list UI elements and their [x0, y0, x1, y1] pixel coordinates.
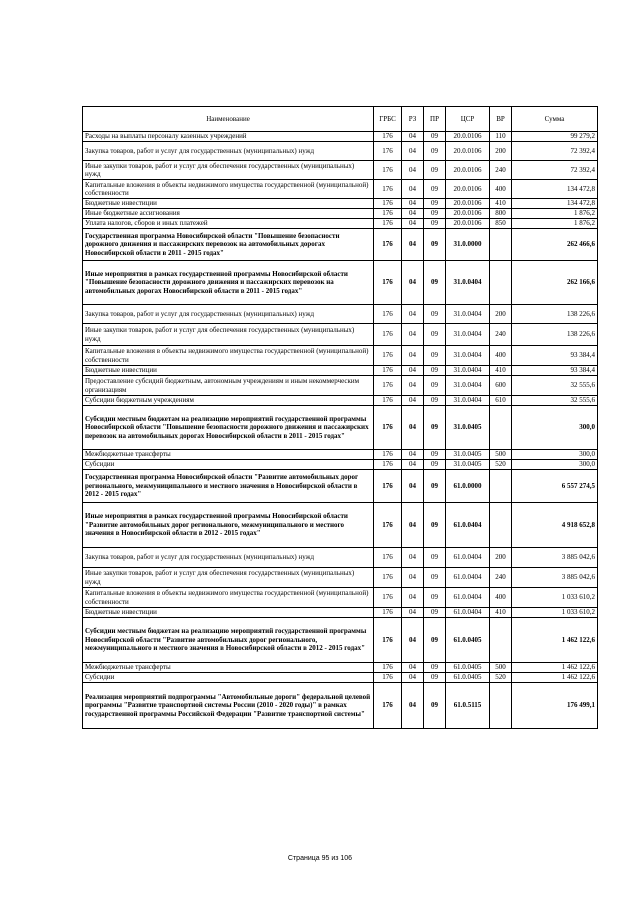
cell-grbs: 176 — [374, 209, 402, 219]
cell-sum: 1 876,2 — [512, 219, 598, 229]
table-row — [83, 503, 598, 548]
page-number: Страница 95 из 106 — [287, 855, 353, 862]
cell-rz: 04 — [402, 229, 424, 261]
table-row — [83, 618, 598, 663]
cell-csr: 31.0.0000 — [446, 229, 490, 261]
cell-csr: 31.0.0405 — [446, 406, 490, 450]
table-row — [83, 324, 598, 346]
cell-pr: 09 — [424, 663, 446, 673]
cell-grbs: 176 — [374, 503, 402, 548]
cell-sum: 93 384,4 — [512, 366, 598, 376]
cell-grbs: 176 — [374, 588, 402, 608]
cell-pr: 09 — [424, 608, 446, 618]
cell-csr: 31.0.0405 — [446, 450, 490, 460]
cell-grbs: 176 — [374, 683, 402, 729]
cell-csr: 31.0.0405 — [446, 460, 490, 470]
cell-name: Иные бюджетные ассигнования — [83, 209, 374, 219]
cell-name: Бюджетные инвестиции — [83, 199, 374, 209]
cell-name: Межбюджетные трансферты — [83, 663, 374, 673]
cell-rz: 04 — [402, 180, 424, 199]
cell-grbs: 176 — [374, 608, 402, 618]
cell-csr: 20.0.0106 — [446, 199, 490, 209]
cell-sum: 72 392,4 — [512, 142, 598, 161]
table-row — [83, 568, 598, 588]
cell-name: Капитальные вложения в объекты недвижимого имущества государственной (муниципальной) собственности — [83, 588, 374, 608]
cell-csr: 31.0.0404 — [446, 396, 490, 406]
cell-vr: 400 — [490, 588, 512, 608]
cell-grbs: 176 — [374, 346, 402, 366]
cell-pr: 09 — [424, 396, 446, 406]
header-row — [83, 107, 598, 132]
cell-rz: 04 — [402, 142, 424, 161]
table-row — [83, 346, 598, 366]
cell-rz: 04 — [402, 470, 424, 503]
cell-csr: 31.0.0404 — [446, 305, 490, 324]
cell-csr: 20.0.0106 — [446, 209, 490, 219]
cell-sum: 300,0 — [512, 450, 598, 460]
cell-csr: 61.0.0404 — [446, 568, 490, 588]
cell-sum: 6 557 274,5 — [512, 470, 598, 503]
cell-vr: 520 — [490, 460, 512, 470]
cell-grbs: 176 — [374, 406, 402, 450]
cell-sum: 1 033 610,2 — [512, 608, 598, 618]
cell-csr: 61.0.0404 — [446, 588, 490, 608]
cell-vr — [490, 406, 512, 450]
cell-grbs: 176 — [374, 376, 402, 396]
table-row — [83, 180, 598, 199]
table-row — [83, 161, 598, 180]
cell-vr: 110 — [490, 132, 512, 142]
cell-name: Предоставление субсидий бюджетным, автономным учреждениям и иным некоммерческим организациям — [83, 376, 374, 396]
cell-grbs: 176 — [374, 470, 402, 503]
header-sum: Сумма — [512, 107, 598, 132]
cell-csr: 31.0.0404 — [446, 366, 490, 376]
table-row — [83, 470, 598, 503]
cell-pr: 09 — [424, 324, 446, 346]
cell-vr: 240 — [490, 161, 512, 180]
cell-name: Реализация мероприятий подпрограммы "Автомобильные дороги" федеральной целевой программы "Развитие транспортной системы России (2010 - 2020 годы)" в рамках государственной программы Российской Федерации "Развитие транспортной системы" — [83, 683, 374, 729]
cell-sum: 1 462 122,6 — [512, 673, 598, 683]
cell-sum: 93 384,4 — [512, 346, 598, 366]
cell-vr: 600 — [490, 376, 512, 396]
cell-vr: 410 — [490, 199, 512, 209]
cell-sum: 1 033 610,2 — [512, 588, 598, 608]
cell-csr: 61.0.0404 — [446, 503, 490, 548]
cell-grbs: 176 — [374, 305, 402, 324]
cell-vr: 240 — [490, 324, 512, 346]
cell-grbs: 176 — [374, 548, 402, 568]
cell-grbs: 176 — [374, 199, 402, 209]
cell-csr: 20.0.0106 — [446, 219, 490, 229]
cell-rz: 04 — [402, 618, 424, 663]
cell-csr: 31.0.0404 — [446, 376, 490, 396]
cell-pr: 09 — [424, 548, 446, 568]
cell-name: Субсидии — [83, 673, 374, 683]
cell-rz: 04 — [402, 396, 424, 406]
header-csr: ЦСР — [446, 107, 490, 132]
cell-vr — [490, 683, 512, 729]
cell-vr: 500 — [490, 450, 512, 460]
cell-name: Государственная программа Новосибирской области "Развитие автомобильных дорог регионального, межмуниципального и местного значения в Новосибирской области в 2012 - 2015 годах" — [83, 470, 374, 503]
cell-grbs: 176 — [374, 450, 402, 460]
cell-rz: 04 — [402, 663, 424, 673]
budget-table — [82, 106, 598, 729]
cell-csr: 20.0.0106 — [446, 161, 490, 180]
table-row — [83, 406, 598, 450]
cell-grbs: 176 — [374, 663, 402, 673]
cell-vr: 850 — [490, 219, 512, 229]
cell-sum: 262 466,6 — [512, 229, 598, 261]
table-row — [83, 396, 598, 406]
cell-name: Иные закупки товаров, работ и услуг для обеспечения государственных (муниципальных) нужд — [83, 324, 374, 346]
cell-pr: 09 — [424, 406, 446, 450]
cell-grbs: 176 — [374, 132, 402, 142]
cell-grbs: 176 — [374, 142, 402, 161]
cell-rz: 04 — [402, 406, 424, 450]
table-row — [83, 608, 598, 618]
cell-csr: 20.0.0106 — [446, 180, 490, 199]
cell-pr: 09 — [424, 219, 446, 229]
table-row — [83, 132, 598, 142]
cell-name: Капитальные вложения в объекты недвижимого имущества государственной (муниципальной) собственности — [83, 180, 374, 199]
cell-rz: 04 — [402, 683, 424, 729]
cell-vr — [490, 470, 512, 503]
cell-name: Межбюджетные трансферты — [83, 450, 374, 460]
cell-name: Иные закупки товаров, работ и услуг для обеспечения государственных (муниципальных) нужд — [83, 568, 374, 588]
cell-pr: 09 — [424, 588, 446, 608]
cell-vr: 240 — [490, 568, 512, 588]
cell-vr — [490, 229, 512, 261]
cell-rz: 04 — [402, 548, 424, 568]
cell-grbs: 176 — [374, 568, 402, 588]
cell-vr: 800 — [490, 209, 512, 219]
table-row — [83, 366, 598, 376]
cell-sum: 99 279,2 — [512, 132, 598, 142]
cell-name: Бюджетные инвестиции — [83, 366, 374, 376]
table-row — [83, 219, 598, 229]
cell-sum: 1 462 122,6 — [512, 663, 598, 673]
cell-rz: 04 — [402, 132, 424, 142]
table-row — [83, 450, 598, 460]
cell-name: Закупка товаров, работ и услуг для государственных (муниципальных) нужд — [83, 142, 374, 161]
cell-csr: 61.0.0404 — [446, 608, 490, 618]
cell-rz: 04 — [402, 568, 424, 588]
cell-rz: 04 — [402, 366, 424, 376]
header-grbs: ГРБС — [374, 107, 402, 132]
cell-sum: 72 392,4 — [512, 161, 598, 180]
cell-rz: 04 — [402, 588, 424, 608]
cell-name: Субсидии бюджетным учреждениям — [83, 396, 374, 406]
cell-vr: 410 — [490, 366, 512, 376]
cell-pr: 09 — [424, 568, 446, 588]
cell-sum: 138 226,6 — [512, 305, 598, 324]
cell-name: Иные мероприятия в рамках государственной программы Новосибирской области "Развитие автомобильных дорог регионального, межмуниципального и местного значения в Новосибирской области в 2012 - 2015 годах" — [83, 503, 374, 548]
cell-pr: 09 — [424, 305, 446, 324]
cell-sum: 4 918 652,8 — [512, 503, 598, 548]
cell-pr: 09 — [424, 209, 446, 219]
table-row — [83, 548, 598, 568]
cell-vr: 610 — [490, 396, 512, 406]
cell-pr: 09 — [424, 683, 446, 729]
cell-name: Бюджетные инвестиции — [83, 608, 374, 618]
cell-pr: 09 — [424, 142, 446, 161]
cell-vr: 200 — [490, 142, 512, 161]
cell-pr: 09 — [424, 673, 446, 683]
cell-sum: 138 226,6 — [512, 324, 598, 346]
cell-grbs: 176 — [374, 366, 402, 376]
cell-sum: 1 462 122,6 — [512, 618, 598, 663]
cell-rz: 04 — [402, 450, 424, 460]
cell-pr: 09 — [424, 180, 446, 199]
cell-csr: 61.0.0000 — [446, 470, 490, 503]
cell-csr: 61.0.0405 — [446, 663, 490, 673]
cell-grbs: 176 — [374, 460, 402, 470]
table-row — [83, 673, 598, 683]
cell-pr: 09 — [424, 376, 446, 396]
cell-sum: 3 885 042,6 — [512, 548, 598, 568]
cell-pr: 09 — [424, 470, 446, 503]
cell-name: Субсидии местным бюджетам на реализацию мероприятий государственной программы Новосибирской области "Развитие автомобильных дорог регионального, межмуниципального и местного значения в Новосибирской области в 2012 - 2015 годах" — [83, 618, 374, 663]
cell-name: Иные мероприятия в рамках государственной программы Новосибирской области "Повышение безопасности дорожного движения и пассажирских перевозок на автомобильных дорогах Новосибирской области в 2011 - 2015 годах" — [83, 261, 374, 305]
cell-name: Закупка товаров, работ и услуг для государственных (муниципальных) нужд — [83, 548, 374, 568]
cell-sum: 1 876,2 — [512, 209, 598, 219]
table-row — [83, 376, 598, 396]
cell-pr: 09 — [424, 450, 446, 460]
cell-csr: 61.0.5115 — [446, 683, 490, 729]
cell-vr: 520 — [490, 673, 512, 683]
cell-pr: 09 — [424, 460, 446, 470]
table-row — [83, 460, 598, 470]
cell-rz: 04 — [402, 161, 424, 180]
cell-pr: 09 — [424, 503, 446, 548]
cell-name: Иные закупки товаров, работ и услуг для обеспечения государственных (муниципальных) нужд — [83, 161, 374, 180]
cell-grbs: 176 — [374, 219, 402, 229]
cell-name: Государственная программа Новосибирской области "Повышение безопасности дорожного движения и пассажирских перевозок на автомобильных дорогах Новосибирской области в 2011 - 2015 годах" — [83, 229, 374, 261]
table-row — [83, 209, 598, 219]
cell-rz: 04 — [402, 219, 424, 229]
cell-grbs: 176 — [374, 180, 402, 199]
cell-vr: 410 — [490, 608, 512, 618]
header-rz: РЗ — [402, 107, 424, 132]
cell-name: Уплата налогов, сборов и иных платежей — [83, 219, 374, 229]
cell-name: Субсидии — [83, 460, 374, 470]
cell-vr: 200 — [490, 305, 512, 324]
cell-grbs: 176 — [374, 324, 402, 346]
header-name: Наименование — [83, 107, 374, 132]
cell-grbs: 176 — [374, 396, 402, 406]
cell-sum: 134 472,8 — [512, 180, 598, 199]
cell-rz: 04 — [402, 324, 424, 346]
cell-csr: 61.0.0405 — [446, 618, 490, 663]
table-body — [83, 132, 598, 729]
table-row — [83, 229, 598, 261]
cell-pr: 09 — [424, 199, 446, 209]
cell-grbs: 176 — [374, 161, 402, 180]
cell-sum: 32 555,6 — [512, 376, 598, 396]
table-row — [83, 305, 598, 324]
cell-csr: 31.0.0404 — [446, 346, 490, 366]
cell-grbs: 176 — [374, 229, 402, 261]
cell-rz: 04 — [402, 460, 424, 470]
table-row — [83, 261, 598, 305]
cell-pr: 09 — [424, 366, 446, 376]
cell-sum: 262 166,6 — [512, 261, 598, 305]
cell-pr: 09 — [424, 618, 446, 663]
table-row — [83, 199, 598, 209]
cell-vr: 500 — [490, 663, 512, 673]
cell-grbs: 176 — [374, 673, 402, 683]
cell-sum: 134 472,8 — [512, 199, 598, 209]
cell-csr: 20.0.0106 — [446, 142, 490, 161]
table-row — [83, 663, 598, 673]
cell-csr: 20.0.0106 — [446, 132, 490, 142]
cell-grbs: 176 — [374, 618, 402, 663]
cell-rz: 04 — [402, 199, 424, 209]
table-row — [83, 588, 598, 608]
cell-csr: 31.0.0404 — [446, 261, 490, 305]
cell-vr — [490, 618, 512, 663]
cell-rz: 04 — [402, 503, 424, 548]
cell-pr: 09 — [424, 229, 446, 261]
cell-pr: 09 — [424, 132, 446, 142]
cell-rz: 04 — [402, 376, 424, 396]
cell-name: Закупка товаров, работ и услуг для государственных (муниципальных) нужд — [83, 305, 374, 324]
cell-csr: 61.0.0405 — [446, 673, 490, 683]
cell-rz: 04 — [402, 608, 424, 618]
cell-csr: 31.0.0404 — [446, 324, 490, 346]
cell-pr: 09 — [424, 161, 446, 180]
cell-rz: 04 — [402, 209, 424, 219]
cell-csr: 61.0.0404 — [446, 548, 490, 568]
cell-vr — [490, 261, 512, 305]
cell-vr — [490, 503, 512, 548]
cell-rz: 04 — [402, 305, 424, 324]
header-pr: ПР — [424, 107, 446, 132]
cell-pr: 09 — [424, 346, 446, 366]
cell-rz: 04 — [402, 673, 424, 683]
cell-sum: 300,0 — [512, 406, 598, 450]
cell-vr: 400 — [490, 180, 512, 199]
cell-sum: 176 499,1 — [512, 683, 598, 729]
table-row — [83, 142, 598, 161]
cell-grbs: 176 — [374, 261, 402, 305]
header-vr: ВР — [490, 107, 512, 132]
cell-rz: 04 — [402, 346, 424, 366]
cell-name: Субсидии местным бюджетам на реализацию мероприятий государственной программы Новосибирской области "Повышение безопасности дорожного движения и пассажирских перевозок на автомобильных дорогах Новосибирской области в 2011 - 2015 годах" — [83, 406, 374, 450]
cell-pr: 09 — [424, 261, 446, 305]
table-row — [83, 683, 598, 729]
cell-vr: 400 — [490, 346, 512, 366]
cell-name: Капитальные вложения в объекты недвижимого имущества государственной (муниципальной) собственности — [83, 346, 374, 366]
cell-sum: 3 885 042,6 — [512, 568, 598, 588]
cell-sum: 32 555,6 — [512, 396, 598, 406]
cell-vr: 200 — [490, 548, 512, 568]
cell-rz: 04 — [402, 261, 424, 305]
cell-sum: 300,0 — [512, 460, 598, 470]
cell-name: Расходы на выплаты персоналу казенных учреждений — [83, 132, 374, 142]
